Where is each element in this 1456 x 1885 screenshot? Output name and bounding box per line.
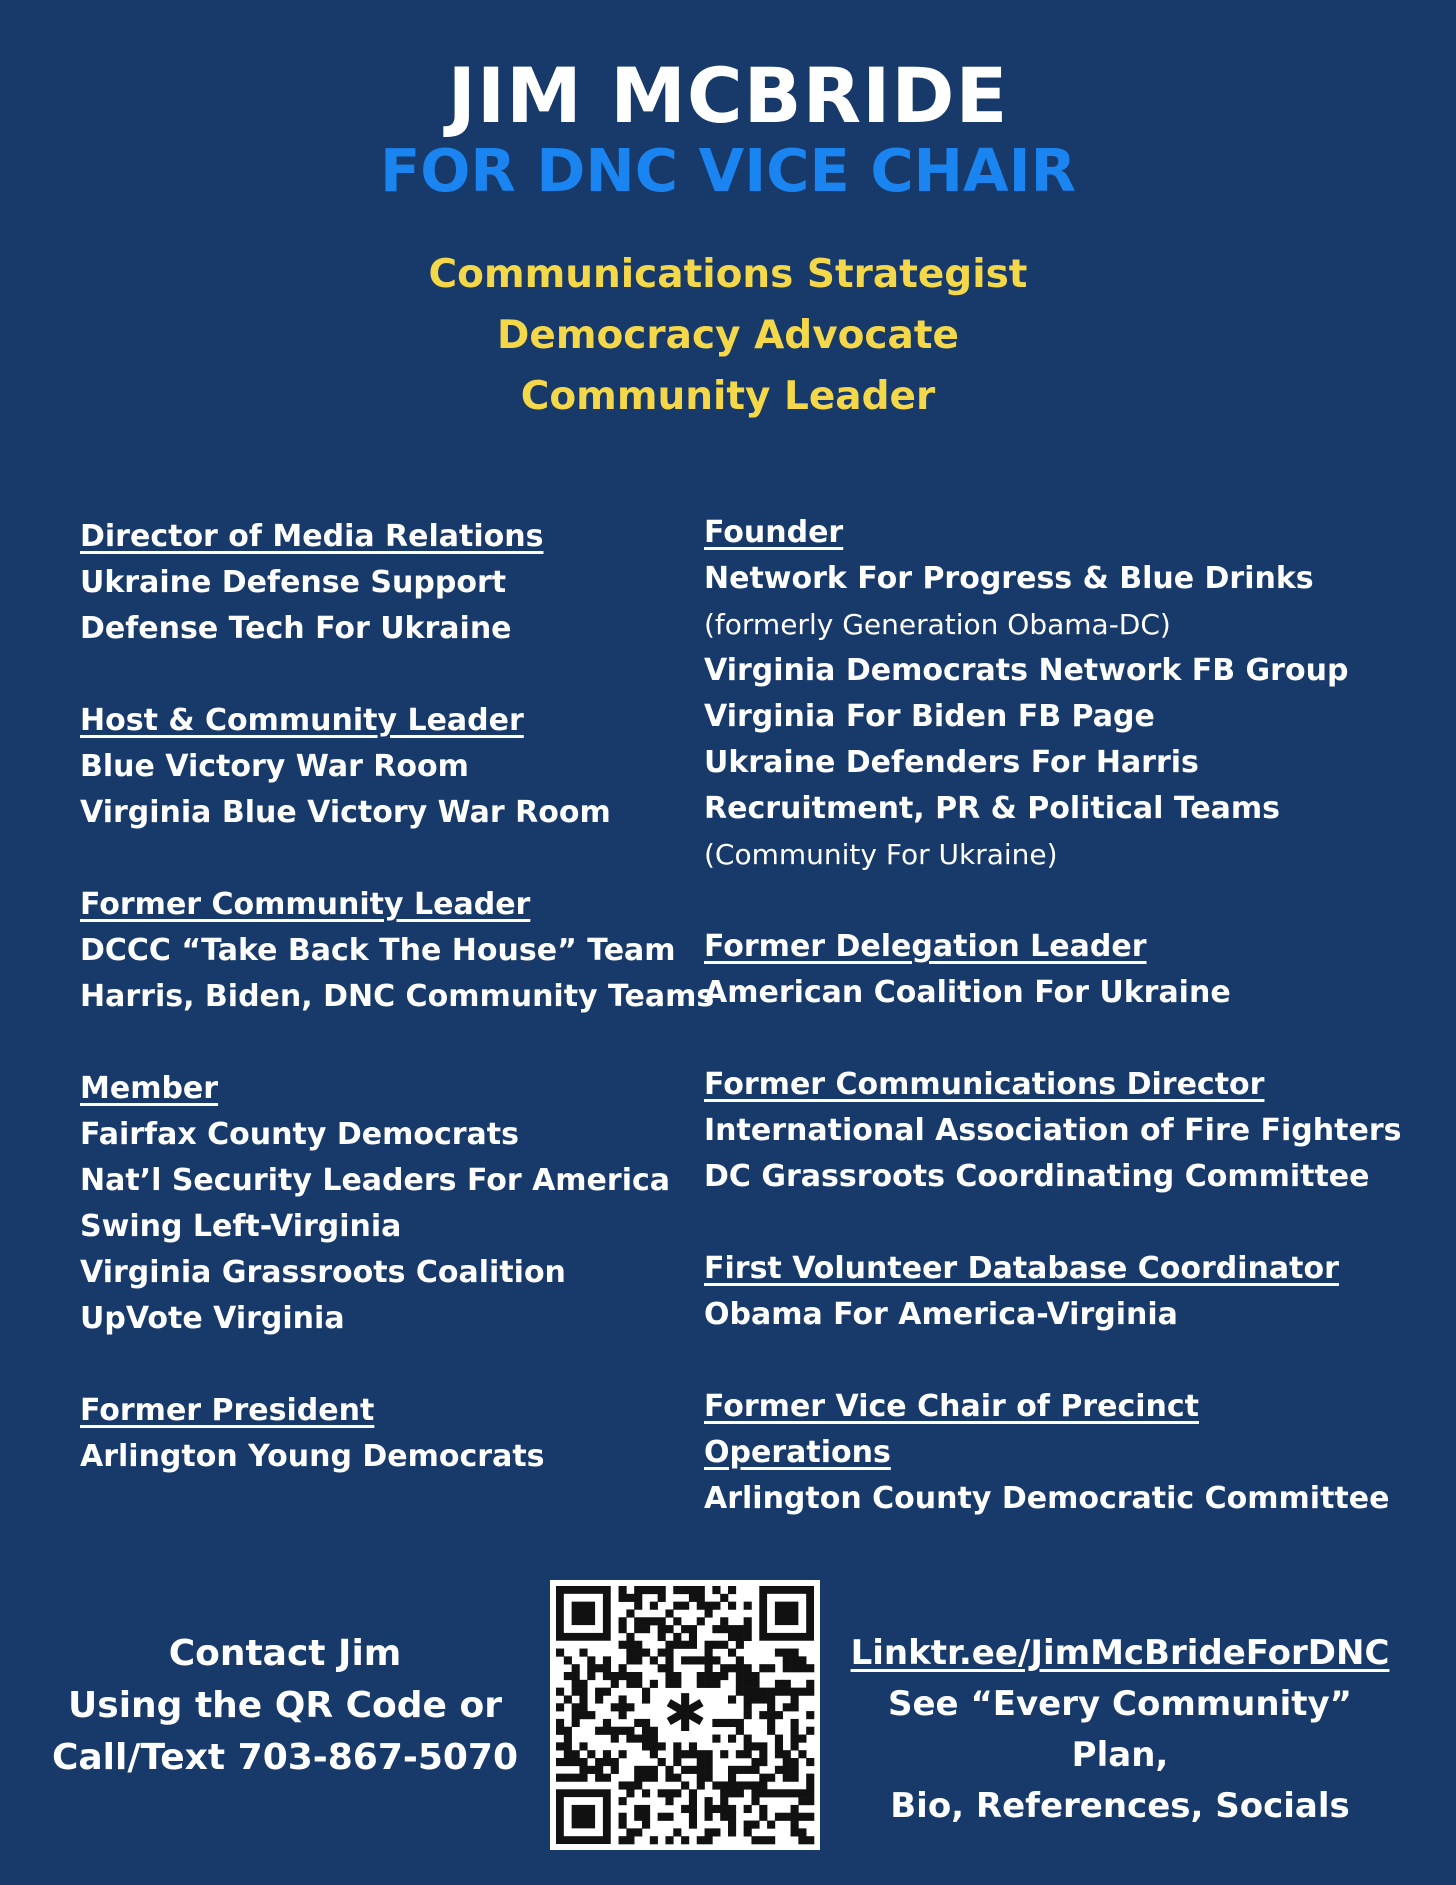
experience-section: [704, 1246, 1384, 1338]
section-line: DC Grassroots Coordinating Committee: [704, 1159, 1370, 1194]
header: [0, 50, 1456, 427]
section-line: Defense Tech For Ukraine: [80, 611, 512, 646]
linktree-link[interactable]: Linktr.ee/JimMcBrideForDNC: [850, 1633, 1390, 1673]
section-title: Former Delegation Leader: [704, 929, 1147, 964]
section-note: (Community For Ukraine): [704, 838, 1058, 871]
section-line: Fairfax County Democrats: [80, 1117, 519, 1152]
section-line: Arlington Young Democrats: [80, 1439, 545, 1474]
contact-line: Contact Jim: [168, 1633, 402, 1674]
section-title: Former Communications Director: [704, 1067, 1265, 1102]
section-title: Host & Community Leader: [80, 703, 524, 738]
section-title: Member: [80, 1071, 219, 1106]
section-line: International Association of Fire Fighters: [704, 1113, 1402, 1148]
links-block: [840, 1628, 1400, 1832]
contact-phone[interactable]: Call/Text 703-867-5070: [51, 1737, 519, 1778]
role-item: Democracy Advocate: [497, 313, 959, 358]
section-title: Director of Media Relations: [80, 519, 544, 554]
experience-section: [704, 510, 1384, 878]
section-line: Virginia Blue Victory War Room: [80, 795, 611, 830]
right-column: [704, 510, 1402, 1568]
links-line: See “Every Community” Plan,: [888, 1684, 1352, 1775]
section-line: American Coalition For Ukraine: [704, 975, 1231, 1010]
section-line: Ukraine Defense Support: [80, 565, 507, 600]
experience-section: [80, 514, 680, 652]
section-line: Ukraine Defenders For Harris: [704, 745, 1199, 780]
section-line: Network For Progress & Blue Drinks: [704, 561, 1314, 596]
section-line: Recruitment, PR & Political Teams: [704, 791, 1281, 826]
qr-code-icon[interactable]: [550, 1580, 820, 1850]
linktree-logo-icon: ✱: [663, 1684, 707, 1744]
section-line: Virginia For Biden FB Page: [704, 699, 1155, 734]
roles-list: [0, 244, 1456, 427]
experience-section: [704, 924, 1384, 1016]
section-line: Obama For America-Virginia: [704, 1297, 1178, 1332]
section-line: Blue Victory War Room: [80, 749, 469, 784]
links-line: Bio, References, Socials: [890, 1786, 1350, 1826]
contact-line: Using the QR Code or: [68, 1685, 502, 1726]
role-item: Communications Strategist: [428, 252, 1028, 297]
experience-section: [80, 882, 715, 1020]
section-title: Former Vice Chair of Precinct Operations: [704, 1389, 1199, 1470]
section-line: Swing Left-Virginia: [80, 1209, 402, 1244]
qr-code-graphic: [550, 1580, 820, 1850]
section-line: Nat’l Security Leaders For America: [80, 1163, 671, 1198]
section-line: DCCC “Take Back The House” Team: [80, 933, 676, 968]
left-column: [80, 514, 715, 1526]
experience-section: [80, 1066, 680, 1342]
section-line: Virginia Democrats Network FB Group: [704, 653, 1349, 688]
experience-section: [80, 698, 680, 836]
experience-section: [80, 1388, 680, 1480]
section-title: Former Community Leader: [80, 887, 531, 922]
section-note: (formerly Generation Obama-DC): [704, 608, 1171, 641]
section-title: Founder: [704, 515, 844, 550]
section-line: Arlington County Democratic Committee: [704, 1481, 1390, 1516]
section-line: Virginia Grassroots Coalition: [80, 1255, 566, 1290]
experience-section: [704, 1062, 1402, 1200]
role-item: Community Leader: [520, 374, 936, 419]
footer: [0, 1580, 1456, 1850]
section-line: Harris, Biden, DNC Community Teams: [80, 979, 715, 1014]
section-title: Former President: [80, 1393, 375, 1428]
campaign-subtitle: FOR DNC VICE CHAIR: [379, 136, 1077, 205]
section-title: First Volunteer Database Coordinator: [704, 1251, 1339, 1286]
experience-section: [704, 1384, 1390, 1522]
contact-block: [40, 1628, 530, 1784]
candidate-name: JIM MCBRIDE: [447, 51, 1009, 140]
section-line: UpVote Virginia: [80, 1301, 345, 1336]
